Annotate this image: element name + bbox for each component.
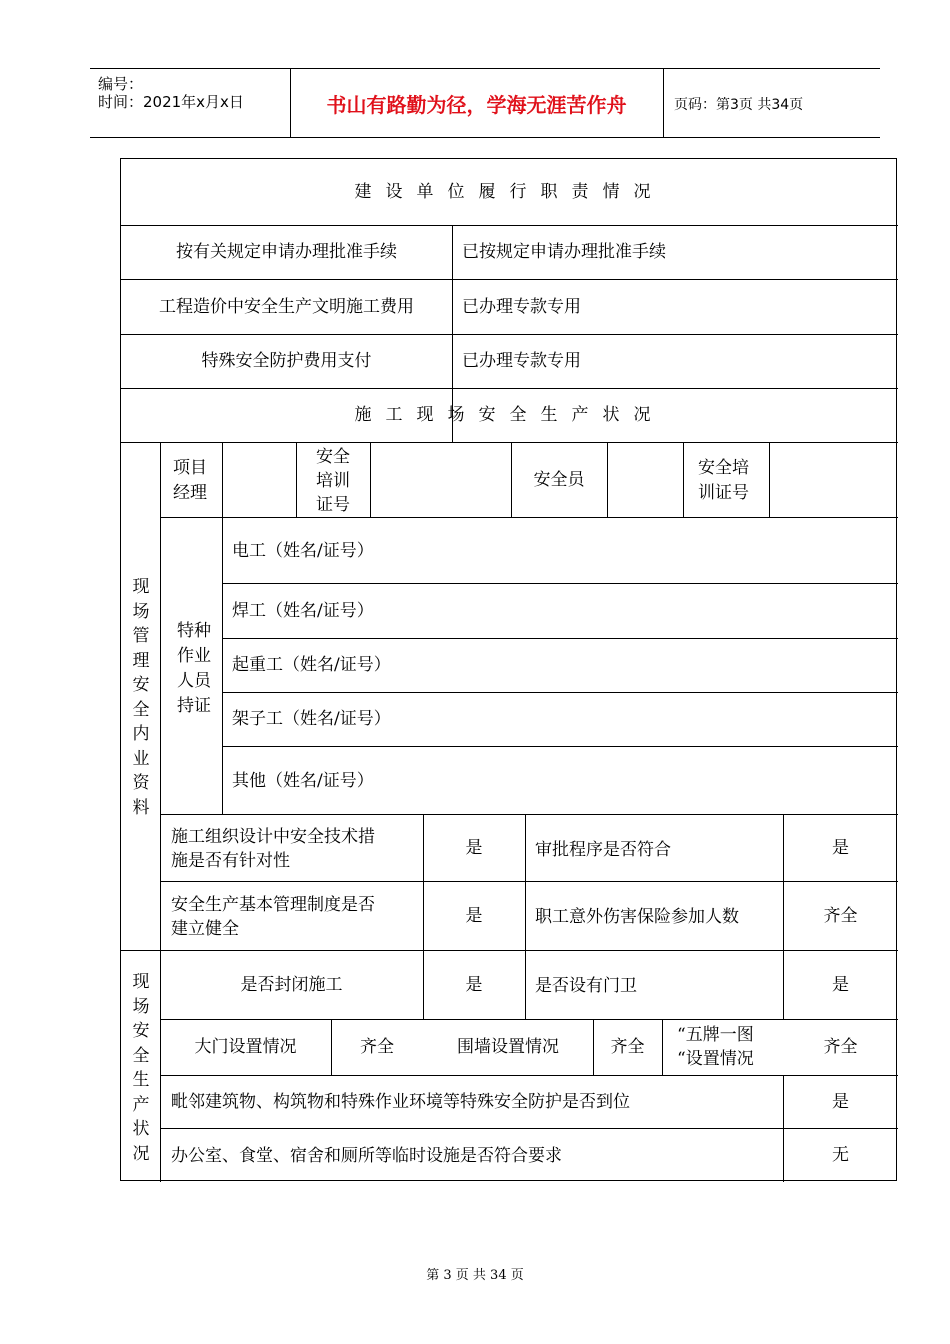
q3-line2: 建立健全: [171, 919, 239, 939]
q8-label: 办公室、食堂、宿舍和厕所等临时设施是否符合要求: [171, 1146, 562, 1166]
code-label: 编号：: [98, 75, 144, 93]
q2-label: 审批程序是否符合: [535, 840, 671, 860]
document-header: [90, 68, 880, 138]
gate-label: 大门设置情况: [194, 1037, 297, 1057]
welder-row: 焊工（姓名/证号）: [232, 601, 374, 621]
group2-vertical-label: 现场安全生产状况: [132, 972, 150, 1164]
q5-answer: 是: [465, 974, 483, 995]
safety-inspection-table: [120, 158, 897, 1181]
cert-label-2: 培训: [316, 471, 350, 491]
row2-label: 工程造价中安全生产文明施工费用: [159, 296, 414, 317]
safety-officer-label: 安全员: [533, 469, 585, 490]
pm-label-1: 项目: [173, 458, 207, 478]
q2-answer: 是: [832, 837, 849, 858]
q7-label: 毗邻建筑物、构筑物和特殊作业环境等特殊安全防护是否到位: [171, 1092, 630, 1112]
page-footer: 第 3 页 共 34 页: [426, 1268, 524, 1283]
section-title-site-safety: 施工现场安全生产状况: [354, 405, 665, 425]
wall-label: 围墙设置情况: [457, 1037, 559, 1057]
page-info: 页码：第3页 共34页: [674, 97, 804, 113]
crane-row: 起重工（姓名/证号）: [232, 655, 391, 675]
q1-line1: 施工组织设计中安全技术措: [171, 827, 375, 847]
row3-value: 已办理专款专用: [462, 351, 581, 371]
row2-value: 已办理专款专用: [462, 297, 581, 317]
q8-answer: 无: [832, 1145, 849, 1165]
pm-label-2: 经理: [173, 483, 207, 503]
special-workers-label: 特种作业人员持证: [177, 621, 211, 716]
wall-answer: 齐全: [610, 1037, 645, 1057]
q4-label: 职工意外伤害保险参加人数: [535, 907, 739, 927]
q1-line2: 施是否有针对性: [171, 851, 290, 871]
row1-label: 按有关规定申请办理批准手续: [176, 242, 397, 262]
scaffold-row: 架子工（姓名/证号）: [232, 709, 391, 729]
section-title-owner-duties: 建设单位履行职责情况: [354, 182, 665, 202]
q5-label: 是否封闭施工: [240, 974, 343, 995]
header-info-cell: [90, 69, 291, 137]
time-label: 时间：2021年x月x日: [98, 93, 244, 111]
gate-answer: 齐全: [360, 1037, 394, 1057]
cert2-label-1: 安全培: [698, 458, 749, 478]
board-label-1: “五牌一图: [677, 1025, 754, 1045]
other-row: 其他（姓名/证号）: [232, 771, 374, 791]
q3-answer: 是: [465, 905, 483, 926]
board-answer: 齐全: [823, 1037, 858, 1057]
q4-answer: 齐全: [823, 905, 858, 926]
board-label-2: “设置情况: [677, 1049, 754, 1069]
q7-answer: 是: [832, 1091, 849, 1112]
electrician-row: 电工（姓名/证号）: [232, 541, 374, 561]
q1-answer: 是: [465, 837, 483, 858]
q6-answer: 是: [832, 974, 849, 995]
motto-text: 书山有路勤为径，学海无涯苦作舟: [290, 69, 664, 137]
q3-line1: 安全生产基本管理制度是否: [171, 895, 375, 915]
cert2-label-2: 训证号: [698, 483, 749, 503]
row1-value: 已按规定申请办理批准手续: [462, 242, 666, 262]
row3-label: 特殊安全防护费用支付: [201, 351, 372, 371]
cert-label-3: 证号: [316, 495, 350, 515]
cert-label-1: 安全: [316, 447, 350, 467]
group1-vertical-label: 现场管理安全内业资料: [132, 577, 150, 818]
q6-label: 是否设有门卫: [535, 976, 637, 996]
